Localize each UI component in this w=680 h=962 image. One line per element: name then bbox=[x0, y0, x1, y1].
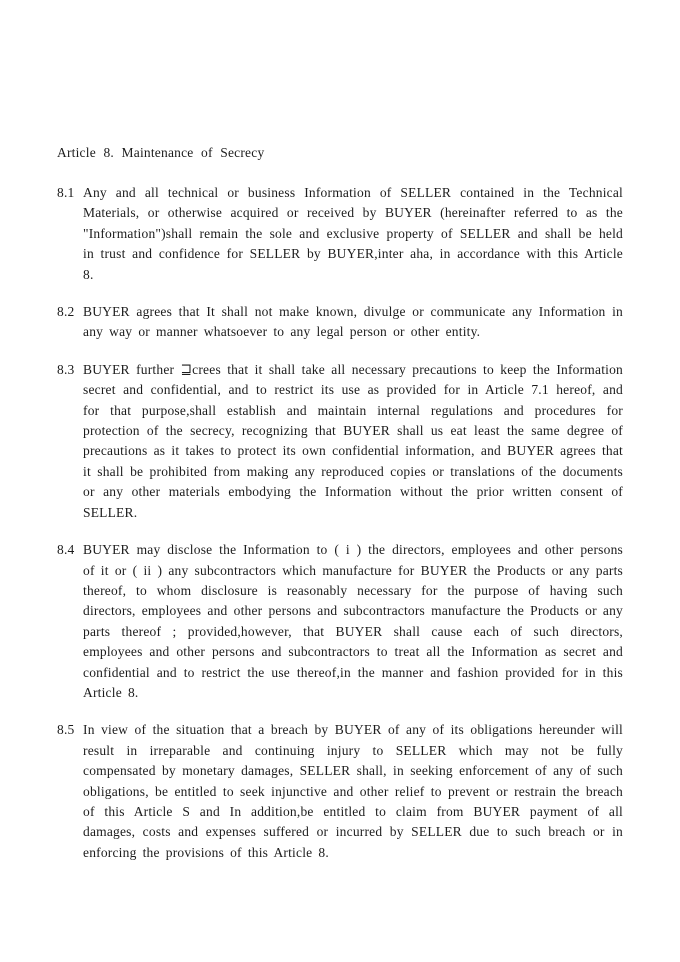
clause-number: 8.3 bbox=[57, 361, 75, 377]
clause-8-1 bbox=[57, 183, 623, 285]
clause-8-4 bbox=[57, 540, 623, 703]
clause-8-3 bbox=[57, 360, 623, 523]
clause-text: BUYER agrees that It shall not make known, divulge or communicate any Information in any way or manner whatsoever to any legal person or other entity. bbox=[83, 304, 623, 340]
clause-text: BUYER may disclose the Information to ( i ) the directors, employees and other persons of it or ( ii ) any subcontractors which manufacture for BUYER the Products or any parts thereof, to whom disclosure is reasonably necessary for the purpose of having such directors, employees and other persons and subcontractors manufacture the Products or any parts thereof ; provided,however, that BUYER shall cause each of such directors, employees and other persons and subcontractors to treat all the Information as secret and confidential and to restrict the use thereof,in the manner and fashion provided for in this Article 8. bbox=[83, 542, 623, 700]
clause-8-2 bbox=[57, 302, 623, 343]
clause-text: BUYER further ⊒crees that it shall take all necessary precautions to keep the Information secret and confidential, and to restrict its use as provided for in Article 7.1 hereof, and for that purpose,shall establish and maintain internal regulations and procedures for protection of the secrecy, recognizing that BUYER shall us eat least the same degree of precautions as it takes to protect its own confidential information, and BUYER agrees that it shall be prohibited from making any reproduced copies or translations of the documents or any other materials embodying the Information without the prior written consent of SELLER. bbox=[83, 361, 623, 520]
clause-8-5 bbox=[57, 720, 623, 863]
clause-number: 8.5 bbox=[57, 722, 75, 738]
document-body bbox=[57, 143, 623, 880]
clause-number: 8.1 bbox=[57, 185, 75, 200]
clause-number: 8.2 bbox=[57, 304, 75, 320]
clause-number: 8.4 bbox=[57, 542, 75, 558]
clause-text: In view of the situation that a breach by BUYER of any of its obligations hereunder will result in irreparable and continuing injury to SELLER which may not be fully compensated by monetary damages, SELLER shall, in seeking enforcement of any of such obligations, be entitled to seek injunctive and other relief to prevent or restrain the breach of this Article S and In addition,be entitled to claim from BUYER payment of all damages, costs and expenses suffered or incurred by SELLER due to such breach or in enforcing the provisions of this Article 8. bbox=[83, 722, 623, 860]
clause-text: Any and all technical or business Information of SELLER contained in the Technical Materials, or otherwise acquired or received by BUYER (hereinafter referred to as the "Information")shall remain the sole and exclusive property of SELLER and shall be held in trust and confidence for SELLER by BUYER,inter aha, in accordance with this Article 8. bbox=[83, 185, 623, 282]
article-heading: Article 8. Maintenance of Secrecy bbox=[57, 145, 265, 160]
